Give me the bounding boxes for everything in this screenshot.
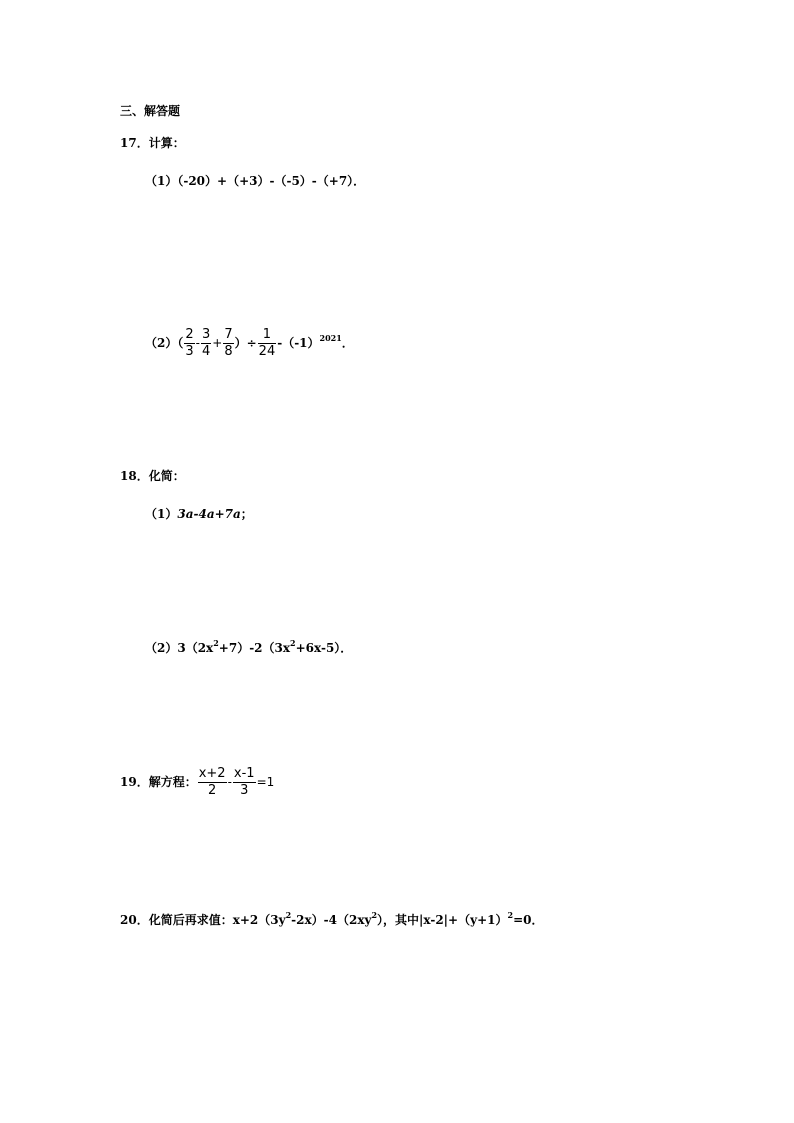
q17-stem-text: 17．计算：: [120, 136, 185, 150]
equation-rhs: =1: [256, 775, 275, 789]
q20-text-5: =0．: [513, 913, 544, 927]
q18-part2-text-2: +7）-2（3x: [218, 641, 291, 655]
q18-part2-exponent-2: 2: [290, 638, 296, 648]
q17-fraction-7-8: [223, 327, 233, 360]
fraction-numerator: 3: [201, 327, 211, 342]
fraction-denominator: 3: [185, 344, 194, 359]
q20-exponent-2: 2: [371, 910, 378, 920]
q17-fraction-2-3: [184, 327, 194, 360]
fraction-numerator: 2: [185, 327, 194, 342]
fraction-denominator: 4: [201, 344, 211, 359]
q19: [120, 765, 274, 799]
q18-part1-expression: 3a-4a+7a: [177, 507, 241, 521]
q18-part2-text-3: +6x-5）．: [295, 641, 353, 655]
minus-sign: -: [227, 775, 232, 789]
q20: [120, 910, 544, 927]
q17-part2-power-base: -（-1）: [277, 336, 320, 350]
plus-sign: +: [212, 336, 223, 350]
fraction-numerator: x-1: [233, 766, 255, 781]
q18-stem: [120, 469, 185, 483]
fraction-numerator: 7: [224, 327, 233, 342]
section-heading-text: 三、解答题: [120, 104, 181, 118]
q19-stem: 19．解方程：: [120, 775, 197, 789]
q17-part2: [145, 326, 354, 360]
q17-part1-text: （1）（-20）+（+3）-（-5）-（+7）．: [145, 174, 366, 188]
q18-part2-text-1: （2）3（2x: [145, 641, 214, 655]
q20-exponent-3: 2: [507, 910, 514, 920]
q19-fraction-right: [233, 766, 256, 799]
q20-text-1: 20．化简后再求值：: [120, 913, 233, 927]
minus-sign: -: [195, 336, 200, 350]
q17-fraction-1-24: [258, 327, 277, 360]
q18-part1-end: ；: [240, 507, 253, 521]
q17-part2-end: ．: [341, 336, 354, 350]
q20-text-3: -2x）-4（2xy: [291, 913, 372, 927]
q19-fraction-left: [198, 766, 227, 799]
q17-stem: [120, 136, 185, 150]
q20-exponent-1: 2: [285, 910, 292, 920]
q17-part1: [145, 174, 365, 188]
q20-text-4: ），其中|x-2|+（y+1）: [377, 913, 508, 927]
q17-part2-exponent: 2021: [319, 333, 342, 343]
q17-part2-label: （2）（: [145, 336, 184, 350]
section-heading: [120, 104, 180, 118]
q18-stem-text: 18．化简：: [120, 469, 185, 483]
fraction-numerator: 1: [258, 327, 277, 344]
fraction-denominator: 24: [258, 344, 276, 359]
fraction-numerator: x+2: [198, 766, 226, 781]
q18-part2: [145, 638, 353, 655]
fraction-denominator: 2: [207, 783, 217, 798]
q20-text-2: x+2（3y: [232, 913, 286, 927]
q17-fraction-3-4: [201, 327, 211, 360]
fraction-denominator: 3: [240, 783, 249, 798]
q17-part2-divide: ）÷: [234, 336, 257, 350]
q18-part1: [145, 507, 253, 521]
q18-part1-label: （1）: [145, 507, 178, 521]
q18-part2-exponent-1: 2: [213, 638, 219, 648]
fraction-denominator: 8: [224, 344, 233, 359]
